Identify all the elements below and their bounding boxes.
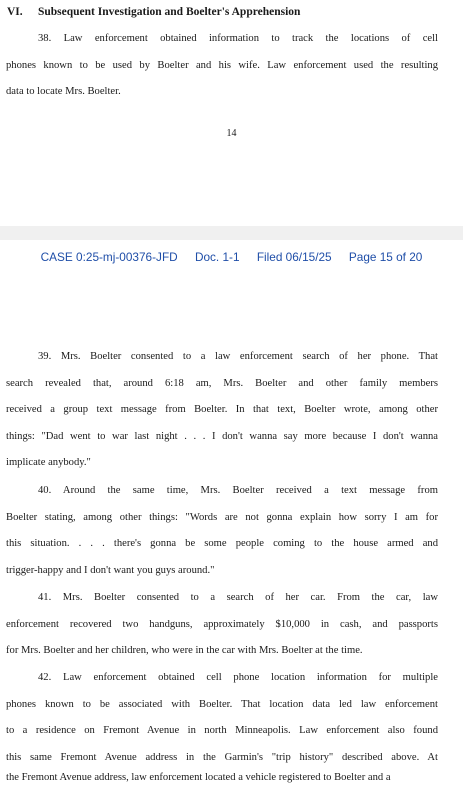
text-line: 41. Mrs. Boelter consented to a search of her car. From the car, law xyxy=(38,592,438,603)
section-heading xyxy=(7,6,300,18)
page-count: Page 15 of 20 xyxy=(348,250,423,264)
cut-off-text-line xyxy=(6,772,438,789)
section-number: VI. xyxy=(7,6,23,18)
text-line: 38. Law enforcement obtained information to track the locations of cell xyxy=(38,33,438,44)
section-title: Subsequent Investigation and Boelter's Apprehension xyxy=(38,6,301,18)
text-line: to a residence on Fremont Avenue in north Minneapolis. Law enforcement also found xyxy=(6,725,438,736)
text-line: this same Fremont Avenue address in the Garmin's "trip history" described above. At xyxy=(6,751,438,763)
text-line: implicate anybody." xyxy=(6,457,91,468)
text-line: this situation. . . . there's gonna be some people coming to the house armed and xyxy=(6,538,438,549)
case-number: CASE 0:25-mj-00376-JFD xyxy=(40,250,178,264)
doc-number: Doc. 1-1 xyxy=(194,250,240,264)
text-line: received a group text message from Boelter. In that text, Boelter wrote, among other xyxy=(6,404,438,415)
paragraph-41 xyxy=(6,585,438,665)
text-line: enforcement recovered two handguns, approximately $10,000 in cash, and passports xyxy=(6,618,438,630)
text-line: 40. Around the same time, Mrs. Boelter received a text message from xyxy=(38,485,438,496)
text-line: phones known to be associated with Boelter. That location data led law enforcement xyxy=(6,698,438,710)
page-number: 14 xyxy=(226,128,237,139)
text-line: 39. Mrs. Boelter consented to a law enforcement search of her phone. That xyxy=(38,351,438,362)
case-header xyxy=(0,250,463,264)
text-line: search revealed that, around 6:18 am, Mrs. Boelter and other family members xyxy=(6,377,438,389)
paragraph-40 xyxy=(6,478,438,584)
text-line: the Fremont Avenue address, law enforcement located a vehicle registered to Boelter and a xyxy=(6,772,391,783)
page-separator xyxy=(0,226,463,240)
text-line: Boelter stating, among other things: "Words are not gonna explain how sorry I am for xyxy=(6,511,438,523)
text-line: phones known to be used by Boelter and his wife. Law enforcement used the resulting xyxy=(6,59,438,71)
text-line: for Mrs. Boelter and her children, who were in the car with Mrs. Boelter at the time. xyxy=(6,645,363,656)
page-14 xyxy=(0,0,463,226)
paragraph-38 xyxy=(6,26,438,106)
text-line: 42. Law enforcement obtained cell phone location information for multiple xyxy=(38,672,438,683)
paragraph-39 xyxy=(6,344,438,477)
text-line: things: "Dad went to war last night . . . I don't wanna say more because I don't wanna xyxy=(6,430,438,442)
paragraph-42 xyxy=(6,665,438,771)
text-line: data to locate Mrs. Boelter. xyxy=(6,86,121,97)
text-line: trigger-happy and I don't want you guys around." xyxy=(6,564,215,576)
filed-date: Filed 06/15/25 xyxy=(256,250,332,264)
page-15 xyxy=(0,240,463,789)
